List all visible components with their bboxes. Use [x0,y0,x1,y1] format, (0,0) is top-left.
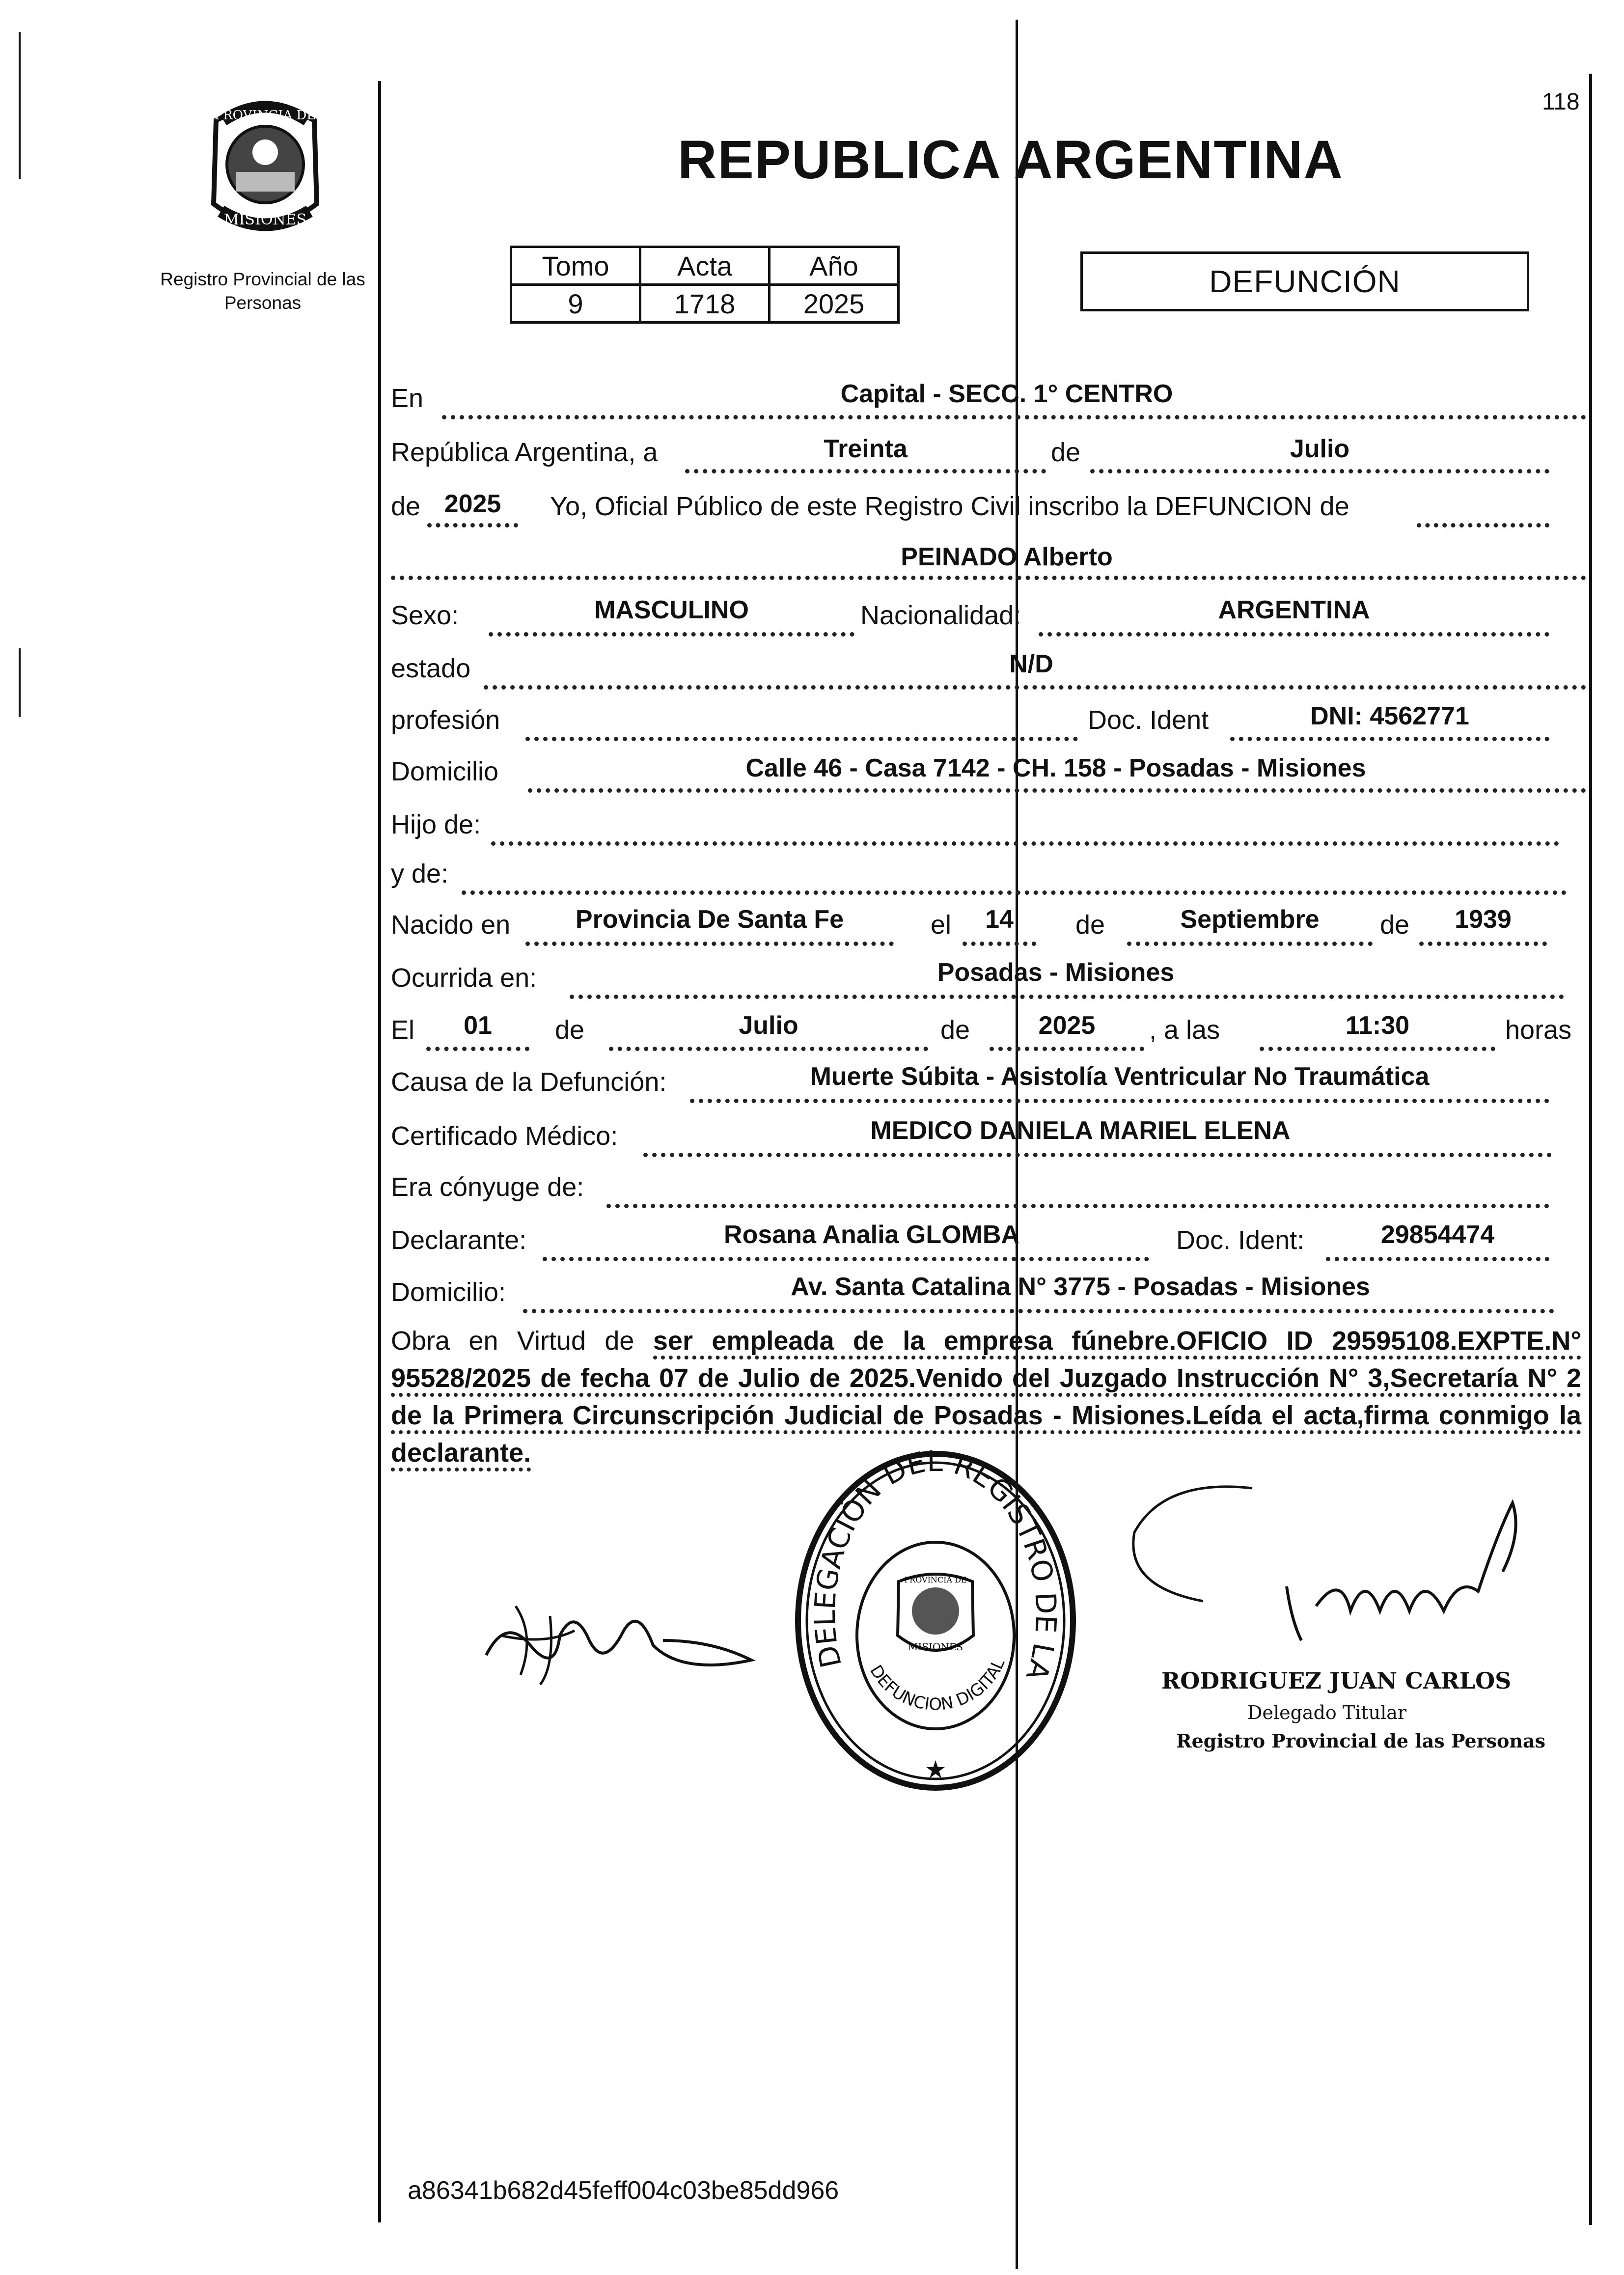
decl-dom-line [523,1309,1554,1313]
estado-value: N/D [1009,650,1053,678]
ocurrida-label: Ocurrida en: [391,963,537,993]
doc-line [1230,737,1549,741]
horas-label: horas [1505,1015,1572,1045]
officer-office: Registro Provincial de las Personas [1176,1730,1546,1752]
conyuge-line [606,1204,1549,1208]
svg-text:PROVINCIA DE: PROVINCIA DE [904,1575,967,1584]
hora-line [1260,1047,1495,1051]
nacido-value: Provincia De Santa Fe [575,905,844,934]
domicilio-value: Calle 46 - Casa 7142 - CH. 158 - Posadas - Misiones [745,754,1366,782]
nac-anio-line [1419,942,1547,946]
officer-name: RODRIGUEZ JUAN CARLOS [1161,1667,1512,1694]
sexo-value: MASCULINO [594,596,749,624]
estado-line [484,685,1586,690]
nacionalidad-line [1039,632,1549,637]
domicilio-label: Domicilio [391,757,499,786]
obra-label: Obra en Virtud de [391,1326,634,1356]
def-anio-line [990,1047,1144,1051]
svg-text:MISIONES: MISIONES [223,211,307,228]
alas-label: , a las [1149,1015,1220,1045]
declarante-line [543,1257,1149,1261]
hora-value: 11:30 [1345,1011,1410,1040]
table-cell: 1718 [640,285,770,323]
cert-label: Certificado Médico: [391,1121,618,1151]
document-type-box: DEFUNCIÓN [1080,251,1529,311]
right-margin-line [1589,74,1592,2225]
ocurrida-value: Posadas - Misiones [937,958,1175,987]
decl-dom-label: Domicilio: [391,1277,506,1307]
profesion-label: profesión [391,705,500,735]
province-emblem [194,91,336,248]
sexo-label: Sexo: [391,601,459,630]
page-number: 118 [1542,89,1580,115]
anio-value: 2025 [444,490,501,518]
cert-line [643,1153,1552,1157]
def-dia-value: 01 [464,1011,492,1040]
nombre-line [391,576,1586,580]
table-cell: 9 [511,285,640,323]
doc-value: DNI: 4562771 [1310,702,1469,730]
ocurrida-line [570,995,1564,999]
declarante-value: Rosana Analia GLOMBA [724,1221,1019,1249]
decl-doc-value: 29854474 [1380,1221,1495,1249]
en-label: En [391,384,424,413]
en-value: Capital - SECC. 1° CENTRO [840,380,1173,408]
table-header: Tomo [511,247,640,285]
nac-mes-value: Septiembre [1180,905,1320,934]
declarant-signature [476,1586,761,1694]
def-de2-label: de [940,1015,970,1045]
def-dia-line [426,1047,529,1051]
mes-line [1090,469,1549,473]
anio-line [427,523,518,527]
yde-label: y de: [391,859,449,888]
mes-value: Julio [1290,435,1350,463]
table-header: Acta [640,247,770,285]
causa-label: Causa de la Defunción: [391,1067,667,1097]
nacionalidad-value: ARGENTINA [1218,596,1370,624]
de-label: de [1051,438,1081,467]
republica-label: República Argentina, a [391,438,658,467]
estado-label: estado [391,654,471,683]
decl-doc-line [1326,1257,1549,1261]
obra-value: ser empleada de la empresa fúnebre.OFICIO ID 29595108.EXPTE.N° 95528/2025 de fecha 07 de Julio de 2025.Venido del Juzgado Instrucción N° 3,Secretaría N° 2 de la Primera Circunscripción Judicial de Posadas - Misiones.Leída el acta,firma conmigo la declarante. [391,1326,1581,1471]
nac-dia-line [963,942,1036,946]
def-de1-label: de [555,1015,585,1045]
hijo-label: Hijo de: [391,810,481,839]
officer-role: Delegado Titular [1247,1702,1407,1723]
profesion-line [525,737,1078,741]
svg-text:MISIONES: MISIONES [908,1641,963,1653]
edge-mark-2 [19,648,21,717]
nac-dia-value: 14 [985,905,1014,934]
nac-mes-line [1127,942,1373,946]
nacionalidad-label: Nacionalidad: [860,601,1021,630]
conyuge-label: Era cónyuge de: [391,1172,584,1202]
doc-label: Doc. Ident [1088,705,1209,735]
officer-signature [1105,1473,1547,1670]
nac-anio-value: 1939 [1455,905,1512,934]
el2-label: El [391,1015,415,1045]
registry-label: Registro Provincial de las Personas [160,269,365,313]
declarante-label: Declarante: [391,1225,527,1255]
yo-text: Yo, Oficial Público de este Registro Civil inscribo la DEFUNCION de [550,492,1349,521]
dia-value: Treinta [824,435,908,463]
def-mes-value: Julio [739,1011,798,1040]
sexo-line [489,632,854,637]
nacido-line [525,942,894,946]
causa-value: Muerte Súbita - Asistolía Ventricular No Traumática [810,1062,1430,1091]
el-label: el [931,910,952,940]
def-mes-line [609,1047,928,1051]
domicilio-line [528,788,1586,793]
svg-text:DELEGACIÓN DEL REGISTRO DE LAS: DELEGACIÓN DEL REGISTRO DE LA [808,1444,1063,1684]
yo-line [1417,523,1549,527]
decl-doc-label: Doc. Ident: [1176,1225,1305,1255]
page-title: REPUBLICA ARGENTINA [678,130,1344,190]
document-hash: a86341b682d45feff004c03be85dd966 [408,2176,839,2205]
yde-line [462,890,1567,895]
nombre-value: PEINADO Alberto [901,543,1113,571]
cert-value: MEDICO DANIELA MARIEL ELENA [870,1116,1291,1145]
nacido-label: Nacido en [391,910,511,940]
anio-label: de [391,492,421,521]
causa-line [690,1099,1549,1103]
nac-de1-label: de [1075,910,1105,940]
table-header: Año [770,247,899,285]
nac-de2-label: de [1380,910,1410,940]
official-seal [791,1444,1080,1798]
def-anio-value: 2025 [1038,1011,1096,1040]
svg-text:DEFUNCION DIGITAL: DEFUNCION DIGITAL [866,1656,1009,1715]
decl-dom-value: Av. Santa Catalina N° 3775 - Posadas - Misiones [791,1273,1370,1301]
svg-text:PROVINCIA DE: PROVINCIA DE [214,108,316,123]
dia-line [685,469,1046,473]
en-line [442,415,1586,419]
left-margin-line [378,81,381,2222]
svg-text:★: ★ [924,1756,947,1783]
edge-mark-1 [19,32,21,179]
table-cell: 2025 [770,285,899,323]
hijo-line [491,841,1559,846]
record-table [510,246,900,324]
